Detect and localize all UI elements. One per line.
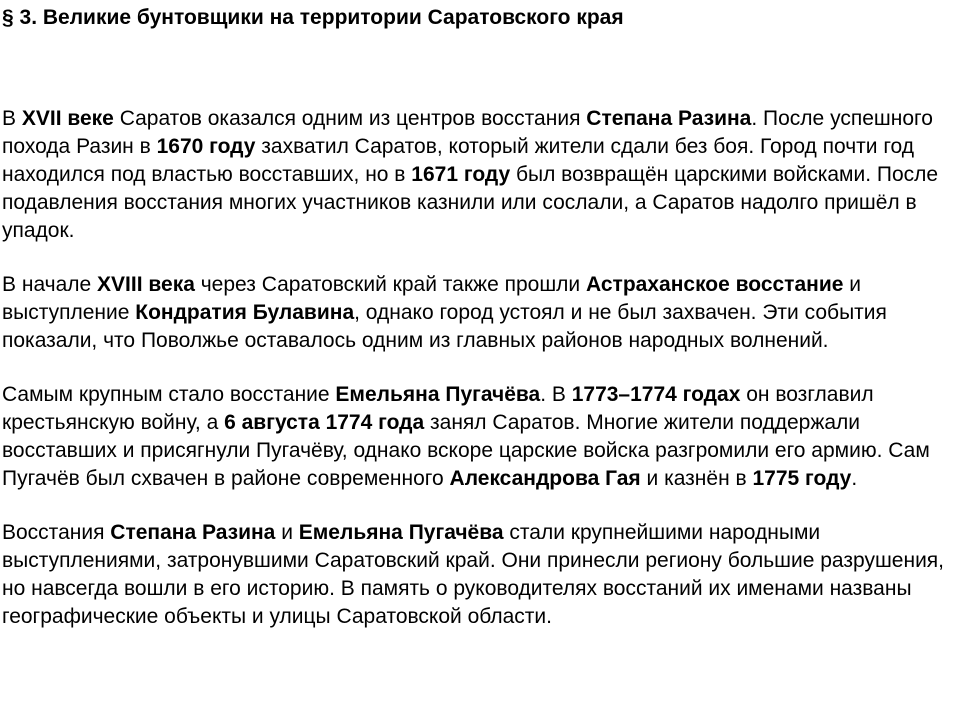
text-run: занял Саратов. Многие жители поддержали восставших и присягнули Пугачёву, однако вскоре царские войска разгромили его армию. Сам Пугачёв был схвачен в районе современного <box>2 411 930 490</box>
text-run: захватил Саратов, который жители сдали без боя. Город почти год находился под властью восставших, но в <box>2 135 915 186</box>
text-run: Самым крупным стало восстание <box>2 383 336 406</box>
text-run: и <box>275 521 299 544</box>
bold-text: XVIII века <box>97 273 195 296</box>
bold-text: Кондратия Булавина <box>135 301 355 324</box>
text-run: В начале <box>2 273 98 296</box>
paragraph <box>2 519 950 631</box>
text-run: Восстания <box>2 521 111 544</box>
paragraph <box>2 381 950 493</box>
text-run: и казнён в <box>640 467 753 490</box>
bold-text: Степана Разина <box>586 107 752 130</box>
document-body <box>2 105 950 657</box>
text-run: и выступление <box>2 273 861 324</box>
bold-text: Астраханское восстание <box>585 273 844 296</box>
bold-text: 1670 году <box>156 135 256 158</box>
text-run: В <box>2 107 22 130</box>
text-run: он возглавил крестьянскую войну, а <box>2 383 874 434</box>
bold-text: Емельяна Пугачёва <box>335 383 541 406</box>
text-run: стали крупнейшими народными выступлениями, затронувшими Саратовский край. Они принесли региону большие разрушения, но навсегда вошли в его историю. В память о руководителях восстаний их именами названы географические объекты и улицы Саратовской области. <box>2 521 945 628</box>
text-run: Саратов оказался одним из центров восстания <box>113 107 587 130</box>
section-heading: § 3. Великие бунтовщики на территории Саратовского края <box>2 6 624 29</box>
paragraph <box>2 271 950 355</box>
bold-text: XVII веке <box>21 107 114 130</box>
text-run: , однако город устоял и не был захвачен. Эти события показали, что Поволжье оставалось одним из главных районов народных волнений. <box>2 301 887 352</box>
bold-text: 1775 году <box>752 467 852 490</box>
text-run: был возвращён царскими войсками. После подавления восстания многих участников казнили или сослали, а Саратов надолго пришёл в упадок. <box>2 163 939 242</box>
text-run: . <box>851 467 858 490</box>
paragraph <box>2 105 950 245</box>
bold-text: Емельяна Пугачёва <box>298 521 504 544</box>
text-run: . После успешного похода Разин в <box>2 107 933 158</box>
bold-text: Александрова Гая <box>449 467 641 490</box>
bold-text: Степана Разина <box>110 521 276 544</box>
text-run: через Саратовский край также прошли <box>194 273 586 296</box>
bold-text: 1773–1774 годах <box>571 383 741 406</box>
text-run: . В <box>540 383 572 406</box>
bold-text: 1671 году <box>411 163 511 186</box>
bold-text: 6 августа 1774 года <box>224 411 425 434</box>
